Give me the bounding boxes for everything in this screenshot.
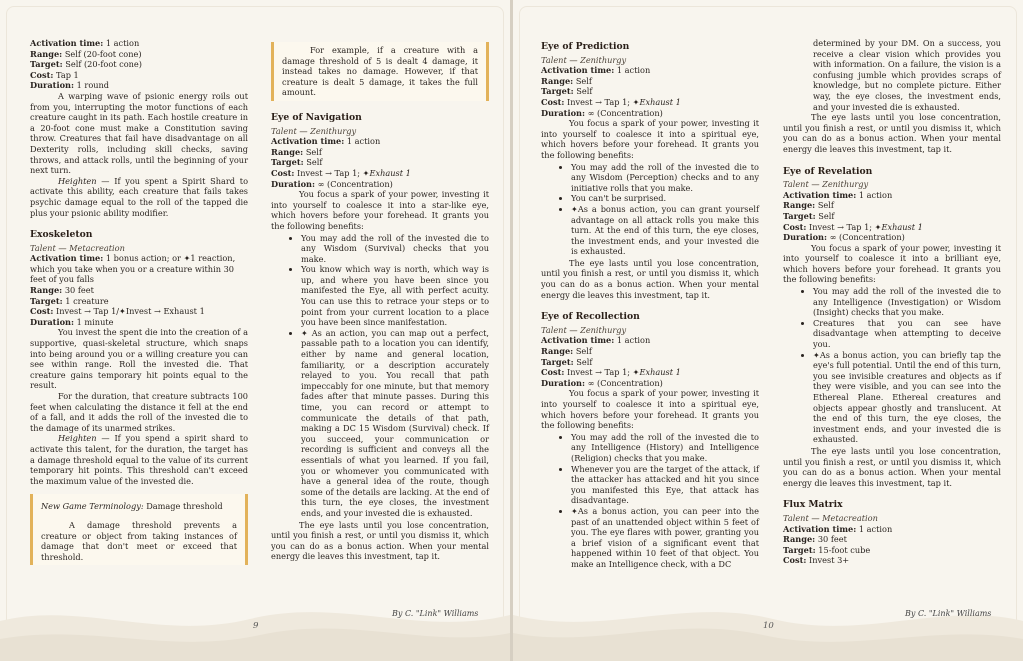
left-page	[0, 0, 510, 661]
stat-label: Cost:	[541, 367, 565, 378]
stat-label: Target:	[783, 210, 816, 221]
benefit-list	[541, 432, 759, 570]
stat-label: Activation time:	[541, 65, 615, 76]
stat-value-italic: Exhaust 1	[639, 96, 681, 107]
sidebar-title-label: New Game Terminology:	[41, 501, 144, 512]
stat-value: Self	[815, 210, 835, 221]
sidebar-title-text: Damage threshold	[143, 501, 223, 512]
stat-value: 1 minute	[74, 316, 114, 327]
stat-label: Target:	[271, 157, 304, 168]
heighten-paragraph	[30, 176, 248, 218]
stat-value: ∞ (Concentration)	[315, 178, 393, 189]
stat-label: Target:	[541, 356, 574, 367]
stat-label: Range:	[30, 48, 63, 59]
stat-value: Invest → Tap 1; ✦	[564, 367, 640, 378]
section-title: Exoskeleton	[30, 229, 93, 241]
stat-value: Self	[573, 86, 593, 97]
stat-value: ∞ (Concentration)	[585, 377, 663, 388]
section-title: Eye of Revelation	[783, 165, 873, 177]
body-paragraph: The eye lasts until you lose concentration, until you finish a rest, or until you dismiss it, which you can do as a bonus action. When your mental energy die leaves this investment, tap it.	[783, 112, 1001, 154]
sidebar-title	[41, 501, 237, 512]
benefit-list	[783, 286, 1001, 445]
stat-label: Activation time:	[271, 136, 345, 147]
list-item: • You may add the roll of the invested die to any Wisdom (Perception) checks and to any initiative rolls that you make.	[571, 162, 759, 194]
stat-value: Self (20-foot cone)	[62, 59, 142, 70]
stat-value: Self	[573, 346, 592, 357]
list-item: • You may add the roll of the invested die to any Wisdom (Survival) checks that you make.	[301, 233, 489, 265]
stat-value-italic: Exhaust 1	[369, 167, 411, 178]
stat-label: Target:	[783, 544, 816, 555]
body-paragraph: You invest the spent die into the creation of a supportive, quasi-skeletal structure, which snaps into being around you or a willing creature you can see within range. Roll the invested die. That creature gains temporary hit points equal to the result.	[30, 327, 248, 391]
stat-label: Target:	[541, 86, 574, 97]
list-item: • You may add the roll of the invested die to any Intelligence (History) and Intelligence (Religion) checks that you make.	[571, 432, 759, 464]
section-title: Flux Matrix	[783, 499, 843, 511]
list-item-continued: determined by your DM. On a success, you receive a clear vision which provides you with information. On a failure, the vision is a confusing jumble which provides scraps of knowledge, but no complete picture. Either way, the eye closes, the investment ends, and your invested die is exhausted.	[813, 38, 1001, 112]
stat-label: Duration:	[541, 377, 585, 388]
stat-label: Duration:	[271, 178, 315, 189]
stat-value: 1 bonus action; or ✦1 reaction, which you take when you or a creature within 30 feet of you falls	[30, 253, 236, 285]
list-item: • ✦ As an action, you can map out a perfect, passable path to a location you can identify, either by name and general location, familiarity, or a description accurately relayed to you. You recall that path impeccably for one minute, but that memory fades after that minute passes. During this time, you can record or attempt to communicate the details of that path, making a DC 15 Wisdom (Survival) check. If you succeed, your communication or recording is sufficient and conveys all the essentials of what you learned. If you fail, you or whomever you communicated with have a general idea of the route, though some of the details are lacking. At the end of this turn, the eye closes, the investment ends, and your invested die is exhausted.	[301, 328, 489, 519]
stat-value: 1 action	[614, 335, 651, 346]
body-paragraph: For the duration, that creature subtracts 100 feet when calculating the distance it fell at the end of a fall, and it adds the roll of the invested die to the damage of its unarmed strikes.	[30, 391, 248, 433]
section-title: Eye of Navigation	[271, 111, 362, 123]
body-paragraph: The eye lasts until you lose concentration, until you finish a rest, or until you dismiss it, which you can do as a bonus action. When your mental energy die leaves this investment, tap it.	[783, 445, 1001, 488]
talent-subtitle: Talent — Zenithurgy	[271, 125, 357, 136]
stat-value: Invest 3+	[806, 555, 850, 566]
talent-subtitle: Talent — Zenithurgy	[541, 54, 627, 65]
stat-value: Self	[573, 75, 592, 86]
terminology-sidebar	[30, 494, 248, 565]
stat-label: Range:	[30, 285, 63, 296]
page-number: 9	[253, 621, 259, 631]
stat-value: Invest → Tap 1; ✦	[806, 221, 882, 232]
stat-value: 1 round	[74, 80, 110, 91]
stat-label: Duration:	[541, 107, 585, 118]
list-item: • You may add the roll of the invested die to any Intelligence (Investigation) or Wisdom (Insight) checks that you make.	[813, 286, 1001, 318]
stat-value: 1 action	[103, 38, 140, 48]
stat-label: Activation time:	[783, 523, 857, 534]
stat-label: Activation time:	[30, 253, 104, 264]
stat-label: Range:	[271, 146, 304, 157]
list-item: • Whenever you are the target of the attack, if the attacker has attacked and hit you since you manifested this Eye, that attack has disadvantage.	[571, 464, 759, 506]
page-footer: By C. "Link" Williams	[392, 609, 479, 618]
talent-subtitle: Talent — Zenithurgy	[541, 324, 627, 335]
page-number: 10	[763, 621, 774, 631]
stat-label: Cost:	[541, 96, 565, 107]
stat-value-italic: Exhaust 1	[639, 367, 681, 378]
stat-label: Target:	[30, 59, 63, 70]
list-item: • Creatures that you can see have disadvantage when attempting to deceive you.	[813, 318, 1001, 350]
stat-label: Cost:	[783, 555, 807, 566]
stat-label: Activation time:	[30, 38, 104, 48]
list-item: • ✦As a bonus action, you can grant yourself advantage on all attack rolls you make this turn. At the end of this turn, the eye closes, the investment ends, and your invested die is exhausted.	[571, 204, 759, 257]
list-item: • ✦As a bonus action, you can peer into the past of an unattended object within 5 feet of you. The eye flares with power, granting you a brief vision of a significant event that happened within 10 feet of that object. You make an Intelligence check, with a DC	[571, 506, 759, 570]
body-paragraph: You focus a spark of your power, investing it into yourself to coalesce it into a spiritual eye, which hovers before your forehead. It grants you the following benefits:	[541, 388, 759, 431]
stat-value: Self	[815, 200, 834, 211]
stat-label: Range:	[541, 346, 574, 357]
stat-value: Self (20-foot cone)	[62, 48, 142, 59]
body-paragraph: The eye lasts until you lose concentration, until you finish a rest, or until you dismiss it, which you can do as a bonus action. When your mental energy die leaves this investment, tap it.	[271, 519, 489, 562]
stat-value: Self	[303, 146, 322, 157]
stat-value: 30 feet	[815, 534, 847, 545]
stat-value: 15-foot cube	[815, 544, 871, 555]
stat-value: ∞ (Concentration)	[585, 107, 663, 118]
stat-value: 1 action	[856, 189, 893, 200]
section-title: Eye of Recollection	[541, 311, 640, 323]
heighten-label: Heighten	[58, 433, 97, 444]
list-item: • You know which way is north, which way is up, and where you have been since you manifested the Eye, all with perfect acuity. You can use this to retrace your steps or to point from your current location to a place you have been since manifestation.	[301, 264, 489, 328]
body-paragraph: The eye lasts until you lose concentration, until you finish a rest, or until you dismiss it, which you can do as a bonus action. When your mental energy die leaves this investment, tap it.	[541, 257, 759, 300]
left-column-2	[271, 38, 489, 562]
body-paragraph: A warping wave of psionic energy roils out from you, interrupting the motor functions of each creature caught in its path. Each hostile creature in a 20-foot cone must make a Constitution saving throw. Creatures that fail have disadvantage on all Dexterity rolls, including skill checks, saving throws, and attack rolls, until the beginning of your next turn.	[30, 90, 248, 176]
page-footer: By C. "Link" Williams	[905, 609, 992, 618]
heighten-text: — If you spent a Spirit Shard to activate this ability, each creature that fails takes psychic damage equal to the roll of the tapped die plus your psionic ability modifier.	[30, 175, 248, 218]
heighten-paragraph	[30, 433, 248, 486]
list-item: • You can't be surprised.	[571, 193, 759, 204]
left-column-1	[30, 38, 248, 569]
sidebar-text: A damage threshold prevents a creature or object from taking instances of damage that don't meet or exceed that threshold.	[41, 519, 237, 562]
terminology-sidebar-continued	[271, 42, 489, 101]
stat-value: 1 action	[856, 523, 893, 534]
body-paragraph: You focus a spark of your power, investing it into yourself to coalesce it into a star-like eye, which hovers before your forehead. It grants you the following benefits:	[271, 189, 489, 231]
stat-label: Cost:	[30, 306, 54, 317]
stat-label: Cost:	[30, 69, 54, 80]
section-title: Eye of Prediction	[541, 41, 630, 52]
stat-value-italic: Exhaust 1	[881, 221, 923, 232]
talent-subtitle: Talent — Metacreation	[783, 512, 878, 523]
benefit-list	[271, 233, 489, 519]
stat-label: Range:	[783, 200, 816, 211]
stat-value: Invest → Tap 1; ✦	[294, 167, 370, 178]
stat-label: Activation time:	[783, 189, 857, 200]
stat-label: Duration:	[783, 232, 827, 243]
stat-value: 1 creature	[62, 295, 109, 306]
stat-label: Cost:	[783, 221, 807, 232]
stat-value: Invest → Tap 1; ✦	[564, 96, 640, 107]
talent-subtitle: Talent — Metacreation	[30, 242, 125, 253]
stat-label: Cost:	[271, 167, 295, 178]
stat-label: Duration:	[30, 80, 74, 91]
stat-value: 30 feet	[62, 285, 94, 296]
heighten-text: — If you spend a spirit shard to activate this talent, for the duration, the target has a damage threshold equal to the value of its current temporary hit points. This threshold can't exceed the maximum value of the invested die.	[30, 433, 248, 486]
stat-label: Target:	[30, 295, 63, 306]
stat-label: Duration:	[30, 316, 74, 327]
list-item: • ✦As a bonus action, you can briefly tap the eye's full potential. Until the end of this turn, you see invisible creatures and objects as if they were visible, and you can see into the Ethereal Plane. Ethereal creatures and objects appear ghostly and translucent. At the end of this turn, the eye closes, the investment ends, and your invested die is exhausted.	[813, 350, 1001, 445]
stat-value: 1 action	[344, 136, 381, 147]
stat-value: Self	[303, 157, 323, 168]
heighten-label: Heighten	[58, 175, 97, 186]
stat-value: Invest → Tap 1/✦Invest → Exhaust 1	[53, 306, 205, 317]
stat-value: ∞ (Concentration)	[827, 232, 905, 243]
right-column-2	[783, 38, 1001, 566]
body-paragraph: You focus a spark of your power, investing it into yourself to coalesce it into a spiritual eye, which hovers before your forehead. It grants you the following benefits:	[541, 118, 759, 160]
right-page	[513, 0, 1023, 661]
stat-label: Activation time:	[541, 335, 615, 346]
talent-subtitle: Talent — Zenithurgy	[783, 179, 869, 190]
benefit-list	[541, 162, 759, 257]
stat-value: 1 action	[614, 65, 651, 76]
sidebar-text: For example, if a creature with a damage threshold of 5 is dealt 4 damage, it instead takes no damage. However, if that creature is dealt 5 damage, it takes the full amount.	[282, 45, 478, 98]
stat-label: Range:	[783, 534, 816, 545]
right-column-1	[541, 38, 759, 571]
stat-value: Self	[573, 356, 593, 367]
stat-label: Range:	[541, 75, 574, 86]
body-paragraph: You focus a spark of your power, investing it into yourself to coalesce it into a brilliant eye, which hovers before your forehead. It grants you the following benefits:	[783, 242, 1001, 285]
stat-value: Tap 1	[53, 69, 79, 80]
